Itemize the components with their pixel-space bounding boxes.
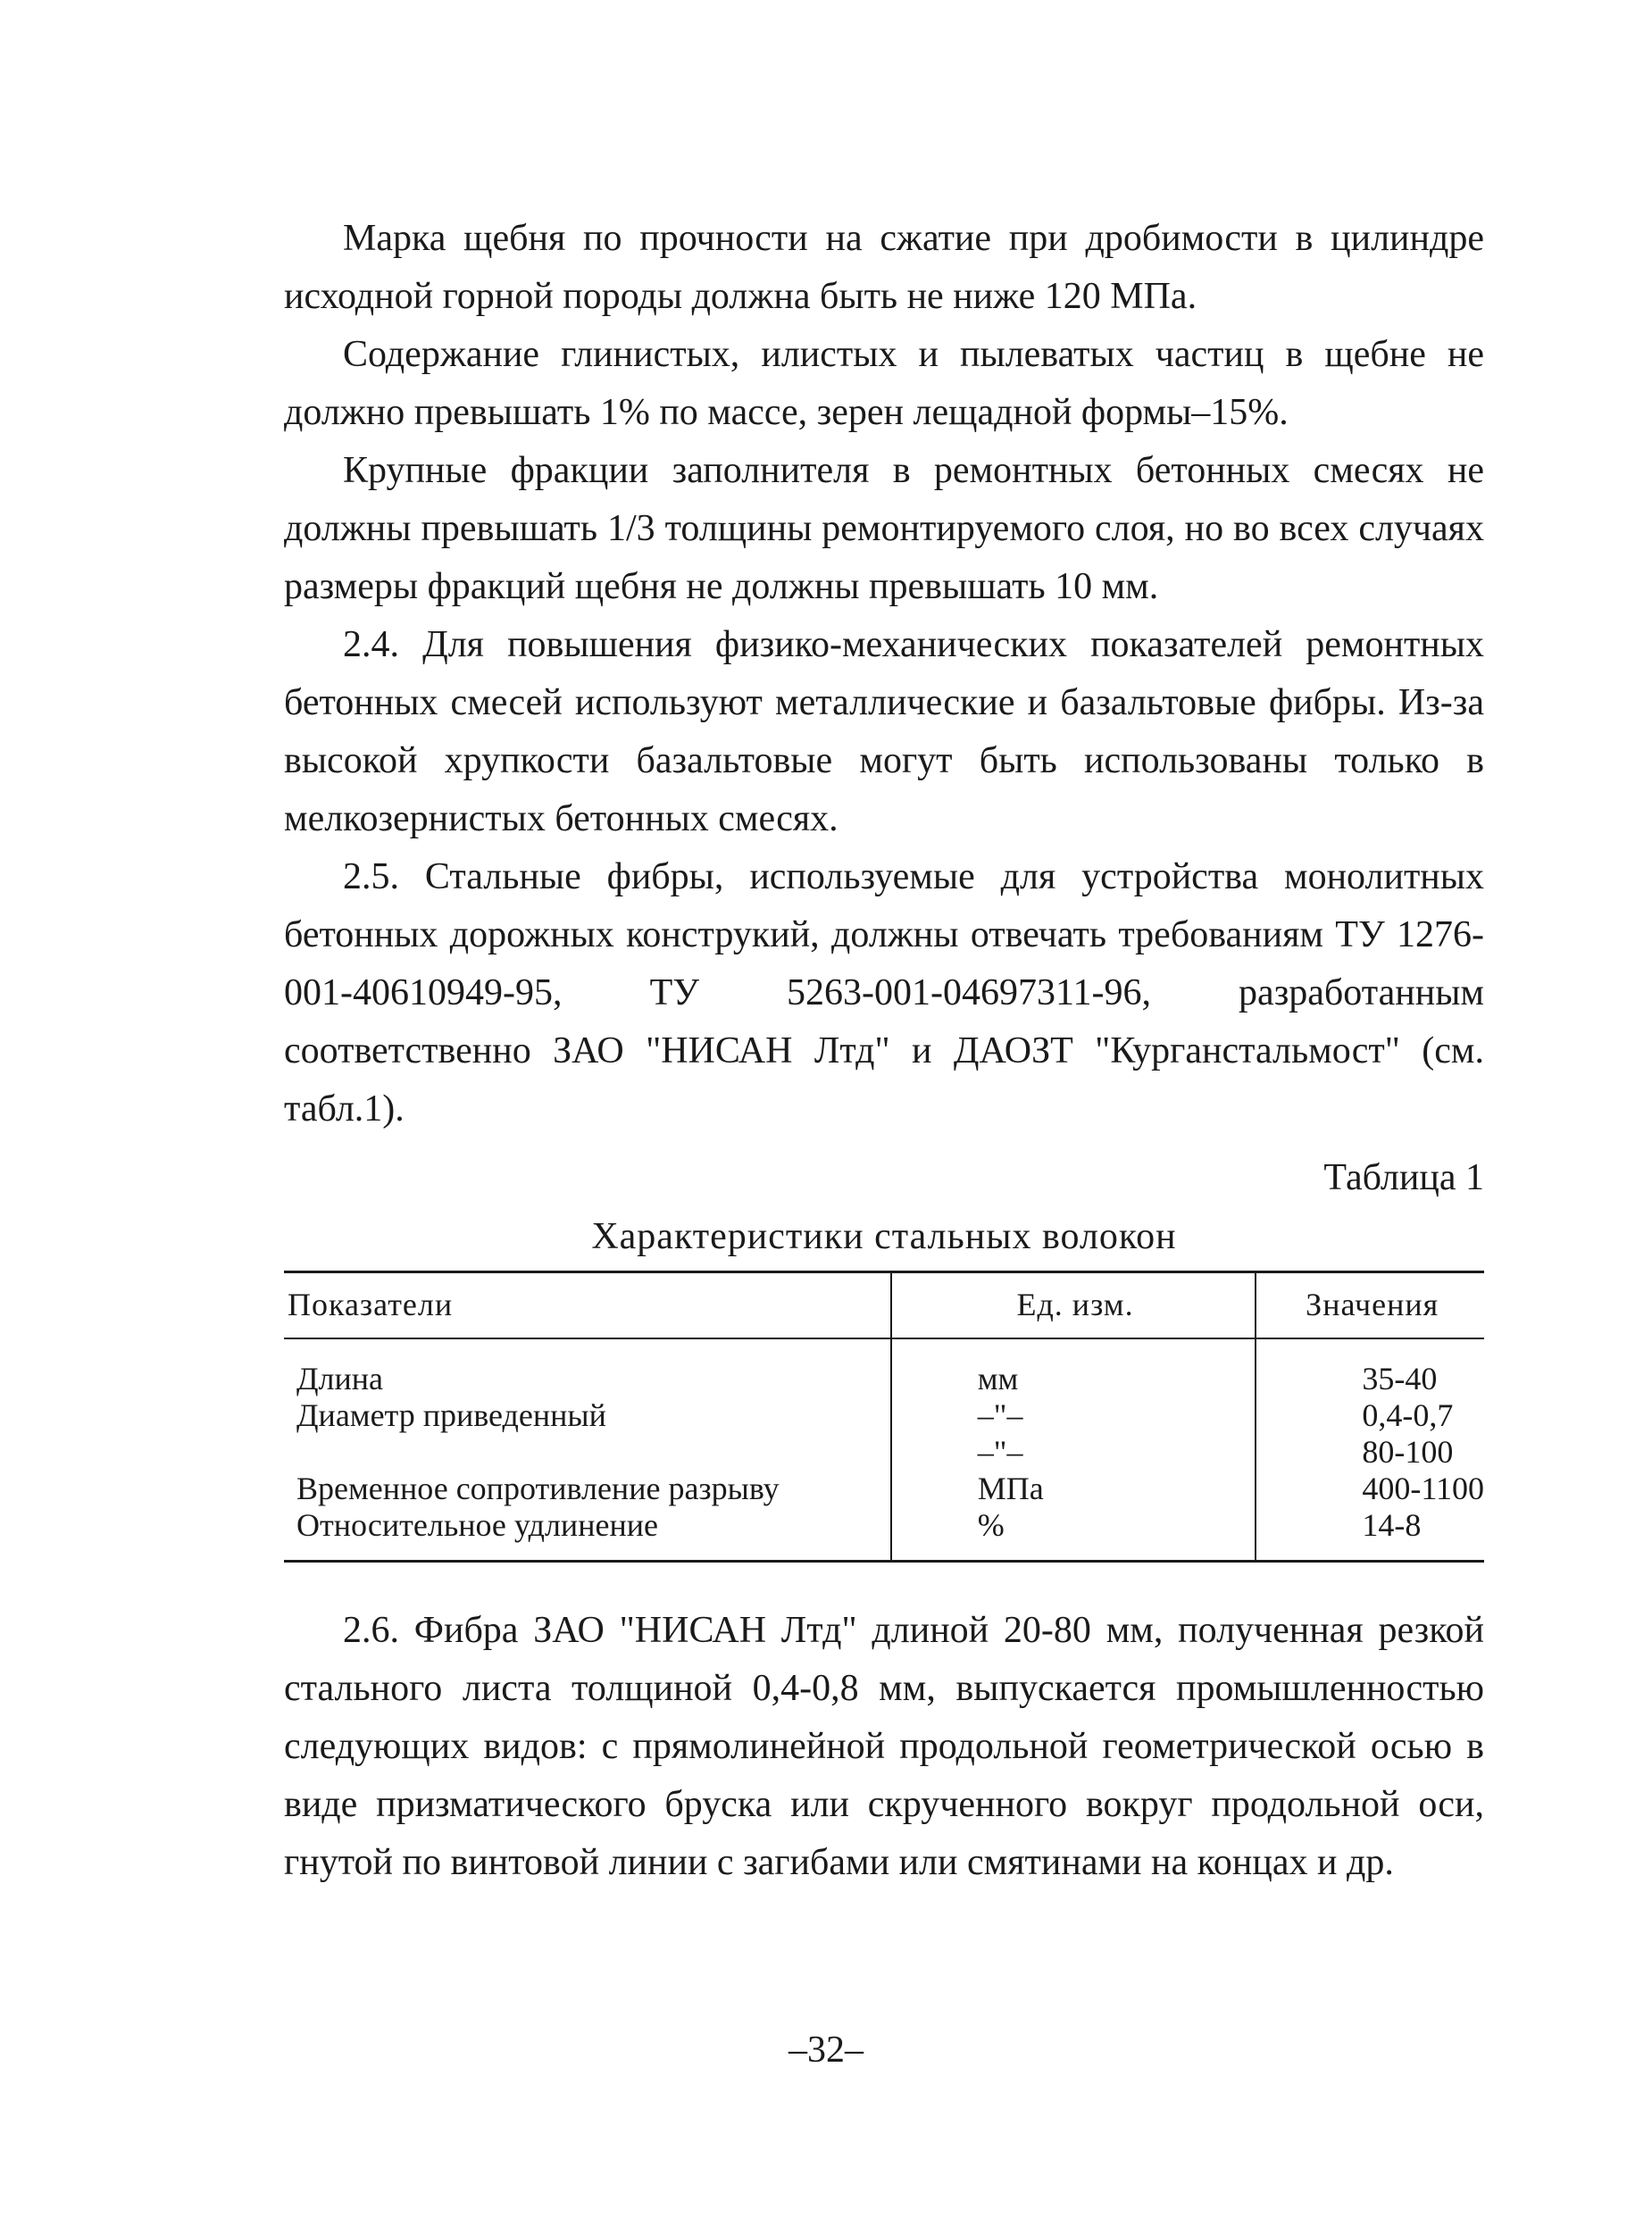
table-number-label: Таблица 1: [1323, 1157, 1484, 1198]
steel-fiber-characteristics-table: [284, 1271, 1484, 1563]
indicator-name: Длина: [296, 1361, 384, 1396]
header-indicators: Показатели: [284, 1272, 891, 1339]
value-entry: 400-1100: [1362, 1471, 1484, 1506]
unit-value: –"–: [977, 1434, 1023, 1470]
paragraph-2-5-steel-fibers: 2.5. Стальные фибры, используемые для устройства монолитных бетонных дорожных конструкий, должны отвечать требованиям ТУ 1276-001-40610949-95, ТУ 5263-001-04697311-96, разработанным соответственно ЗАО "НИСАН Лтд" и ДАОЗТ "Курганстальмост" (см. табл.1).: [284, 856, 1484, 1130]
unit-value: МПа: [977, 1471, 1044, 1506]
value-entry: 14-8: [1362, 1507, 1422, 1543]
indicator-name: Диаметр приведенный: [296, 1397, 606, 1433]
indicator-name: [296, 1434, 890, 1471]
values-cell: [1256, 1338, 1484, 1562]
units-cell: [891, 1338, 1256, 1562]
value-entry: 0,4-0,7: [1362, 1397, 1454, 1433]
paragraph-aggregate-fractions: Крупные фракции заполнителя в ремонтных бетонных смесях не должны превышать 1/3 толщины ремонтируемого слоя, но во всех случаях размеры фракций щебня не должны превышать 10 мм.: [284, 450, 1484, 607]
unit-value: %: [977, 1507, 1005, 1543]
paragraph-2-4-fibers: 2.4. Для повышения физико-механических показателей ремонтных бетонных смесей используют металлические и базальтовые фибры. Из-за высокой хрупкости базальтовые могут быть использованы только в мелкозернистых бетонных смесях.: [284, 624, 1484, 839]
table-header-row: [284, 1272, 1484, 1339]
value-entry: 80-100: [1362, 1434, 1454, 1470]
table-title: Характеристики стальных волокон: [591, 1216, 1177, 1257]
indicator-names-cell: [284, 1338, 891, 1562]
indicator-name: Относительное удлинение: [296, 1507, 658, 1543]
header-values: Значения: [1256, 1272, 1484, 1339]
paragraph-crushed-stone-grade: Марка щебня по прочности на сжатие при дробимости в цилиндре исходной горной породы должна быть не ниже 120 МПа.: [284, 218, 1484, 317]
document-page: [284, 210, 1484, 1892]
header-unit: Ед. изм.: [891, 1272, 1256, 1339]
unit-value: мм: [977, 1361, 1019, 1396]
paragraph-clay-content: Содержание глинистых, илистых и пылеватых частиц в щебне не должно превышать 1% по массе, зерен лещадной формы–15%.: [284, 334, 1484, 433]
value-entry: 35-40: [1362, 1361, 1438, 1396]
paragraph-2-6-nisan-fiber: 2.6. Фибра ЗАО "НИСАН Лтд" длиной 20-80 мм, полученная резкой стального листа толщиной 0,4-0,8 мм, выпускается промышленностью следующих видов: с прямолинейной продольной геометрической осью в виде призматического бруска или скрученного вокруг продольной оси, гнутой по винтовой линии с загибами или смятинами на концах и др.: [284, 1610, 1484, 1883]
unit-value: –"–: [977, 1397, 1023, 1433]
table-row: [284, 1338, 1484, 1562]
page-number: –32–: [788, 2030, 864, 2071]
indicator-name: Временное сопротивление разрыву: [296, 1471, 780, 1506]
